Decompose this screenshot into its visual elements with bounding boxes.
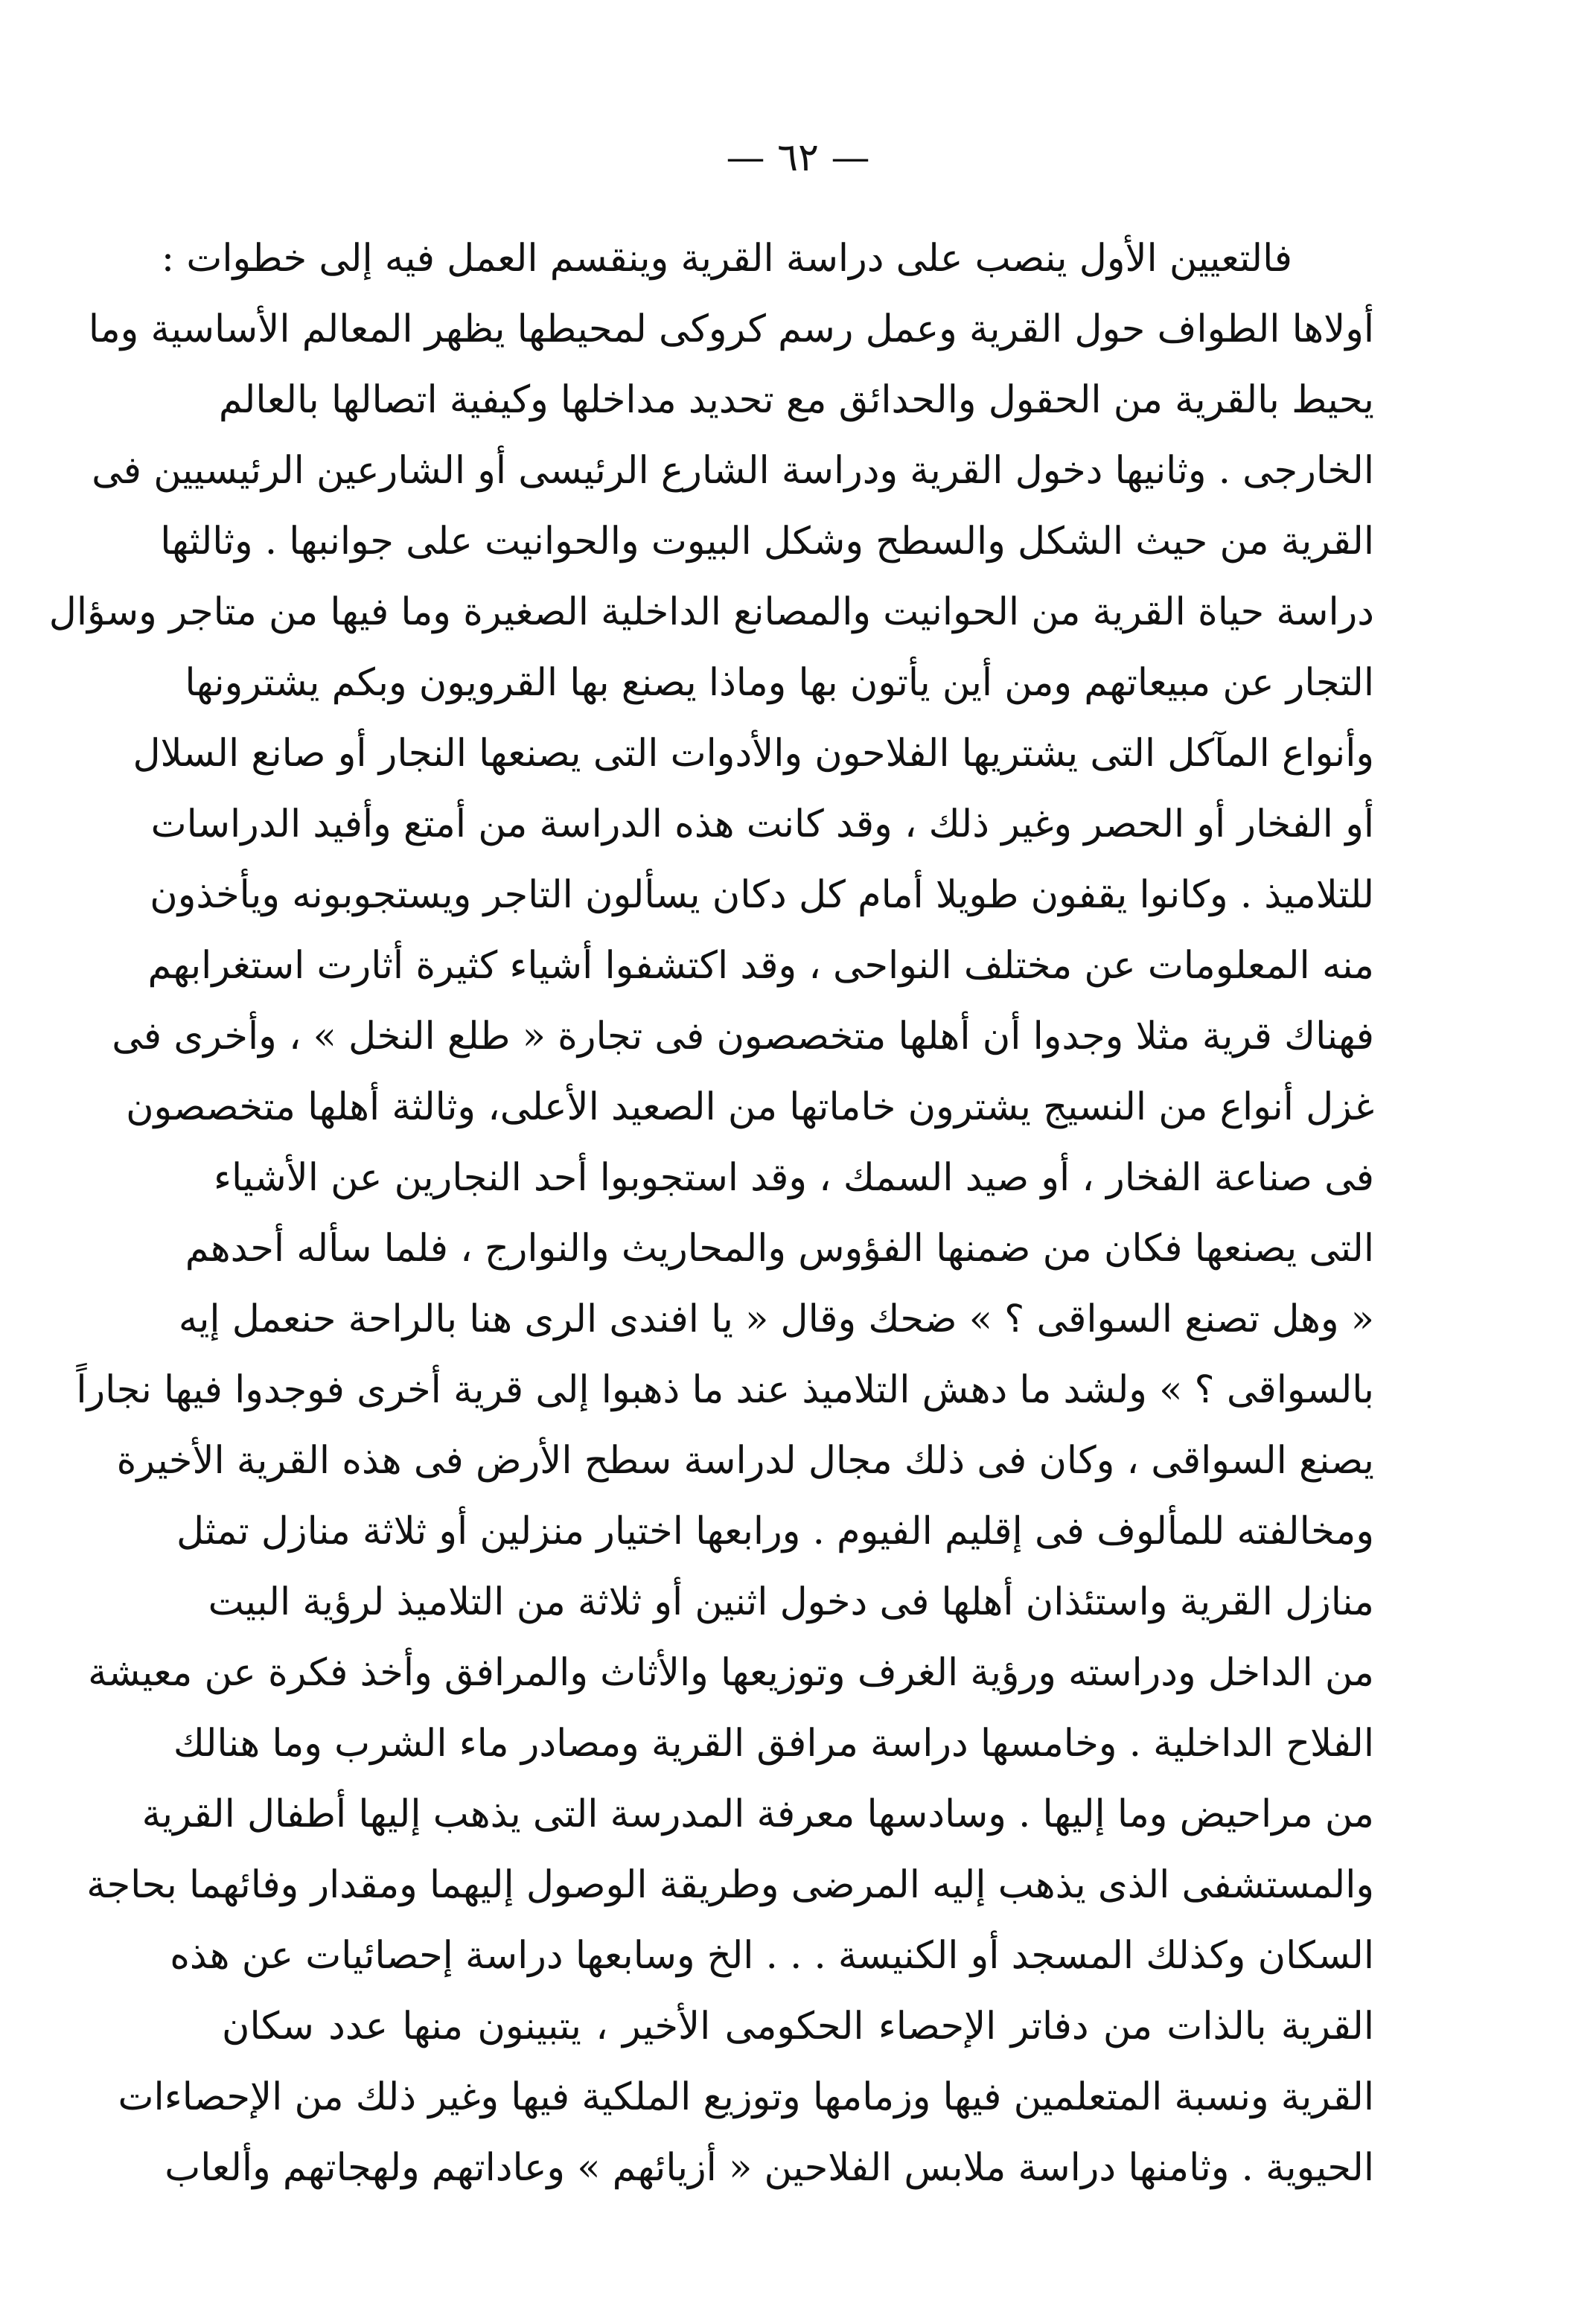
text-line: القرية ونسبة المتعلمين فيها وزمامها وتوزيع الملكية فيها وغير ذلك من الإحصاءات bbox=[118, 2075, 1374, 2119]
text-line: من الداخل ودراسته ورؤية الغرف وتوزيعها والأثاث والمرافق وأخذ فكرة عن معيشة bbox=[88, 1651, 1374, 1695]
text-line: وأنواع المآكل التى يشتريها الفلاحون والأدوات التى يصنعها النجار أو صانع السلال bbox=[133, 732, 1374, 776]
text-line: التى يصنعها فكان من ضمنها الفؤوس والمحاريث والنوارج ، فلما سأله أحدهم bbox=[185, 1227, 1374, 1271]
text-line: القرية بالذات من دفاتر الإحصاء الحكومى الأخير ، يتبينون منها عدد سكان bbox=[222, 2005, 1374, 2048]
text-line: غزل أنواع من النسيج يشترون خاماتها من الصعيد الأعلى، وثالثة أهلها متخصصون bbox=[126, 1085, 1374, 1129]
text-line: التجار عن مبيعاتهم ومن أين يأتون بها وماذا يصنع بها القرويون وبكم يشترونها bbox=[185, 661, 1374, 705]
text-line: دراسة حياة القرية من الحوانيت والمصانع الداخلية الصغيرة وما فيها من متاجر وسؤال bbox=[48, 590, 1374, 634]
text-line: الفلاح الداخلية . وخامسها دراسة مرافق القرية ومصادر ماء الشرب وما هنالك bbox=[173, 1722, 1374, 1766]
text-line: أو الفخار أو الحصر وغير ذلك ، وقد كانت هذه الدراسة من أمتع وأفيد الدراسات bbox=[150, 802, 1374, 846]
text-line: ومخالفته للمألوف فى إقليم الفيوم . ورابعها اختيار منزلين أو ثلاثة منازل تمثل bbox=[176, 1510, 1374, 1553]
text-line: فالتعيين الأول ينصب على دراسة القرية وينقسم العمل فيه إلى خطوات : bbox=[161, 237, 1292, 281]
body-text bbox=[48, 223, 1374, 2203]
page-number: — ٦٢ — bbox=[726, 135, 870, 180]
text-line: الحيوية . وثامنها دراسة ملابس الفلاحين « أزيائهم » وعاداتهم ولهجاتهم وألعاب bbox=[165, 2146, 1374, 2190]
text-line: يصنع السواقى ، وكان فى ذلك مجال لدراسة سطح الأرض فى هذه القرية الأخيرة bbox=[116, 1439, 1374, 1483]
text-line: السكان وكذلك المسجد أو الكنيسة . . . الخ وسابعها دراسة إحصائيات عن هذه bbox=[170, 1934, 1374, 1978]
text-line: الخارجى . وثانيها دخول القرية ودراسة الشارع الرئيسى أو الشارعين الرئيسيين فى bbox=[92, 449, 1374, 493]
text-line: للتلاميذ . وكانوا يقفون طويلا أمام كل دكان يسألون التاجر ويستجوبونه ويأخذون bbox=[150, 873, 1374, 917]
text-line: منازل القرية واستئذان أهلها فى دخول اثنين أو ثلاثة من التلاميذ لرؤية البيت bbox=[208, 1580, 1374, 1624]
text-line: والمستشفى الذى يذهب إليه المرضى وطريقة الوصول إليهما ومقدار وفائهما بحاجة bbox=[86, 1863, 1374, 1907]
text-line: القرية من حيث الشكل والسطح وشكل البيوت والحوانيت على جوانبها . وثالثها bbox=[160, 520, 1374, 563]
text-line: منه المعلومات عن مختلف النواحى ، وقد اكتشفوا أشياء كثيرة أثارت استغرابهم bbox=[147, 944, 1374, 988]
text-line: بالسواقى ؟ » ولشد ما دهش التلاميذ عند ما ذهبوا إلى قرية أخرى فوجدوا فيها نجاراً bbox=[76, 1368, 1374, 1412]
text-line: من مراحيض وما إليها . وسادسها معرفة المدرسة التى يذهب إليها أطفال القرية bbox=[141, 1792, 1374, 1836]
text-line: فى صناعة الفخار ، أو صيد السمك ، وقد استجوبوا أحد النجارين عن الأشياء bbox=[214, 1156, 1374, 1200]
text-line: « وهل تصنع السواقى ؟ » ضحك وقال « يا افندى الرى هنا بالراحة حنعمل إيه bbox=[178, 1297, 1374, 1341]
text-line: أولاها الطواف حول القرية وعمل رسم كروكى لمحيطها يظهر المعالم الأساسية وما bbox=[88, 307, 1374, 351]
text-line: يحيط بالقرية من الحقول والحدائق مع تحديد مداخلها وكيفية اتصالها بالعالم bbox=[218, 378, 1374, 422]
text-line: فهناك قرية مثلا وجدوا أن أهلها متخصصون فى تجارة « طلع النخل » ، وأخرى فى bbox=[112, 1015, 1374, 1058]
